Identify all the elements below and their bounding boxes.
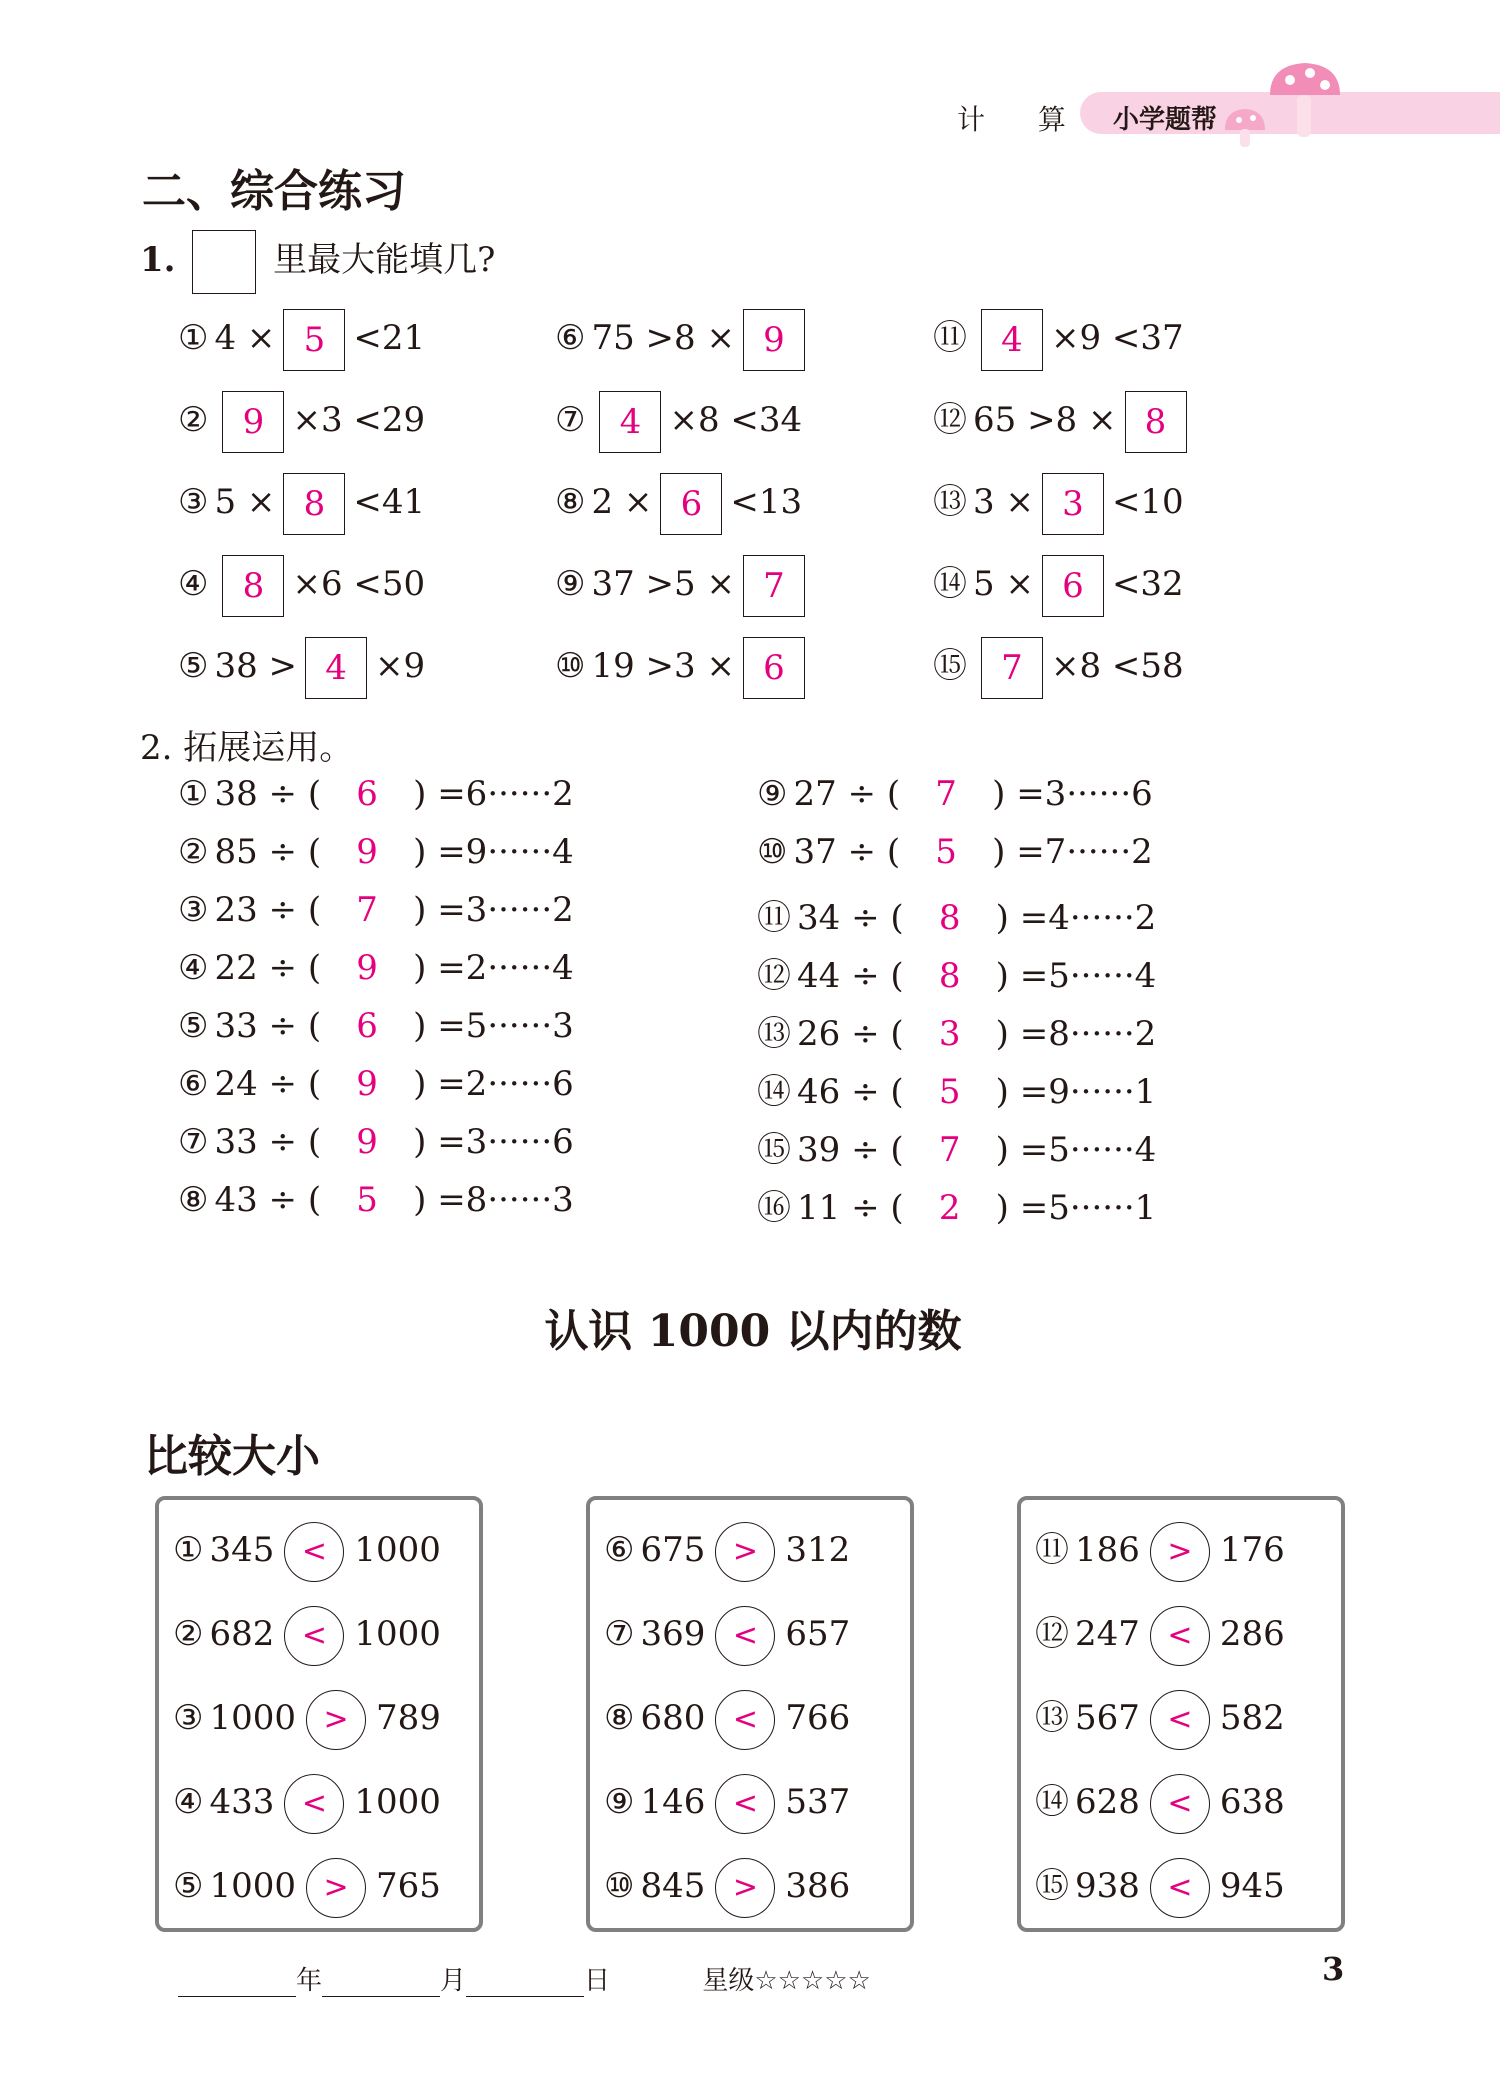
right-number: 766	[785, 1698, 851, 1738]
answer-value: 5	[935, 832, 957, 872]
item-suffix: ×3 <29	[292, 400, 426, 440]
item-number: ⑤	[173, 1866, 204, 1906]
item-result: ) =6······2	[413, 774, 574, 814]
q1-item	[555, 306, 813, 371]
compare-item	[1035, 1690, 1285, 1750]
left-number: 680	[640, 1698, 706, 1738]
q2-item	[757, 832, 1153, 872]
item-prefix: 38 >	[214, 646, 298, 686]
q2-item	[178, 1064, 574, 1104]
item-dividend: 26 ÷ (	[797, 1014, 904, 1054]
answer-value: 9	[356, 1064, 378, 1104]
item-suffix: <21	[353, 318, 426, 358]
answer-circle: <	[1150, 1690, 1210, 1750]
item-prefix: 37 >5 ×	[591, 564, 735, 604]
compare-panel	[1017, 1496, 1345, 1932]
item-number: ⑦	[604, 1614, 635, 1654]
answer-value: 6	[356, 774, 378, 814]
right-number: 1000	[354, 1614, 441, 1654]
item-number: ⑤	[178, 1006, 209, 1046]
item-number: ②	[178, 400, 209, 440]
chapter-title: 认识 1000 以内的数	[544, 1306, 962, 1357]
compare-item	[173, 1774, 441, 1834]
compare-item	[173, 1522, 441, 1582]
answer-value: 6	[356, 1006, 378, 1046]
q2-item	[757, 890, 1156, 939]
compare-item	[1035, 1522, 1285, 1582]
q2-item	[178, 774, 574, 814]
q1-item	[933, 470, 1184, 535]
item-number: ①	[178, 774, 209, 814]
answer-circle: <	[715, 1606, 775, 1666]
answer-box: 6	[743, 637, 805, 699]
answer-value: 9	[356, 832, 378, 872]
page-number: 3	[1322, 1950, 1345, 1988]
compare-item	[1035, 1606, 1285, 1666]
answer-box: 9	[222, 391, 284, 453]
footer-month: 月	[440, 1966, 467, 1996]
item-number: ⑥	[178, 1064, 209, 1104]
item-number: ⑮	[933, 646, 967, 686]
item-number: ④	[173, 1782, 204, 1822]
answer-value: 9	[356, 1122, 378, 1162]
item-suffix: <10	[1111, 482, 1184, 522]
item-dividend: 85 ÷ (	[214, 832, 322, 872]
left-number: 675	[640, 1530, 706, 1570]
item-result: ) =4······2	[995, 898, 1157, 938]
q2-item	[178, 890, 574, 930]
item-number: ⑨	[555, 564, 586, 604]
answer-circle: >	[1150, 1522, 1210, 1582]
answer-box: 6	[660, 473, 722, 535]
answer-box: 4	[305, 637, 367, 699]
item-number: ⑪	[757, 898, 791, 938]
item-result: ) =5······4	[995, 956, 1157, 996]
item-result: ) =9······1	[995, 1072, 1157, 1112]
item-dividend: 33 ÷ (	[214, 1006, 322, 1046]
item-result: ) =9······4	[413, 832, 574, 872]
answer-value: 3	[938, 1014, 961, 1054]
item-suffix: ×9	[375, 646, 426, 686]
q1-item	[933, 306, 1184, 371]
item-number: ⑤	[178, 646, 209, 686]
footer-rating: 星级☆☆☆☆☆	[702, 1966, 871, 1996]
item-dividend: 22 ÷ (	[214, 948, 322, 988]
left-number: 1000	[209, 1866, 297, 1906]
item-dividend: 27 ÷ (	[793, 774, 901, 814]
q2-item	[757, 1064, 1156, 1113]
item-number: ⑥	[555, 318, 586, 358]
item-suffix: <32	[1111, 564, 1184, 604]
item-result: ) =7······2	[992, 832, 1153, 872]
footer-day: 日	[584, 1966, 611, 1996]
compare-panel	[586, 1496, 914, 1932]
item-prefix: 75 >8 ×	[591, 318, 735, 358]
answer-circle: <	[284, 1522, 344, 1582]
item-prefix: 2 ×	[591, 482, 653, 522]
q1-prompt: 里最大能填几?	[273, 240, 496, 280]
item-prefix: 5 ×	[973, 564, 1034, 604]
item-dividend: 11 ÷ (	[797, 1188, 904, 1228]
compare-item	[1035, 1858, 1285, 1918]
answer-box: 7	[981, 637, 1043, 699]
compare-item	[1035, 1774, 1285, 1834]
right-number: 657	[785, 1614, 851, 1654]
right-number: 638	[1219, 1782, 1285, 1822]
left-number: 345	[209, 1530, 275, 1570]
header-subject: 计 算	[957, 103, 1088, 136]
compare-item	[173, 1606, 441, 1666]
answer-box: 5	[283, 309, 345, 371]
compare-item	[604, 1774, 850, 1834]
q1-item	[933, 388, 1195, 453]
answer-box: 6	[1042, 555, 1104, 617]
answer-value: 7	[938, 1130, 961, 1170]
right-number: 537	[785, 1782, 851, 1822]
left-number: 247	[1075, 1614, 1140, 1654]
section-title-compare: 比较大小	[144, 1431, 320, 1482]
right-number: 1000	[354, 1530, 441, 1570]
answer-value: 5	[356, 1180, 378, 1220]
item-result: ) =3······6	[413, 1122, 574, 1162]
item-suffix: ×6 <50	[292, 564, 426, 604]
blank-box-icon	[192, 230, 256, 294]
answer-circle: <	[715, 1774, 775, 1834]
answer-box: 4	[981, 309, 1043, 371]
item-number: ⑭	[933, 564, 967, 604]
left-number: 186	[1075, 1530, 1140, 1570]
item-number: ②	[178, 832, 209, 872]
compare-item	[604, 1606, 850, 1666]
header-brand: 小学题帮	[1113, 105, 1218, 135]
item-number: ④	[178, 948, 209, 988]
item-number: ⑮	[757, 1130, 791, 1170]
item-number: ⑫	[933, 400, 967, 440]
item-number: ⑧	[178, 1180, 209, 1220]
right-number: 789	[376, 1698, 441, 1738]
q2-item	[178, 1180, 574, 1220]
answer-box: 8	[1125, 391, 1187, 453]
q1-heading	[140, 230, 495, 294]
item-dividend: 34 ÷ (	[797, 898, 904, 938]
answer-circle: <	[284, 1774, 344, 1834]
month-blank	[322, 1970, 440, 1997]
item-number: ⑬	[757, 1014, 791, 1054]
answer-value: 9	[356, 948, 378, 988]
item-number: ①	[173, 1530, 204, 1570]
q2-item	[757, 1180, 1156, 1229]
q1-item	[178, 306, 425, 371]
answer-value: 5	[938, 1072, 961, 1112]
q1-item	[933, 634, 1184, 699]
item-number: ⑧	[555, 482, 586, 522]
q2-item	[178, 1006, 574, 1046]
item-suffix: ×8 <58	[1051, 646, 1184, 686]
q1-item	[555, 388, 802, 453]
q1-item	[178, 552, 425, 617]
item-number: ⑭	[1035, 1782, 1069, 1822]
mushroom-icon	[1215, 55, 1345, 150]
q1-item	[178, 470, 425, 535]
item-suffix: ×8 <34	[669, 400, 803, 440]
left-number: 567	[1075, 1698, 1140, 1738]
answer-value: 8	[938, 898, 961, 938]
item-dividend: 46 ÷ (	[797, 1072, 904, 1112]
compare-item	[604, 1690, 850, 1750]
answer-circle: >	[715, 1522, 775, 1582]
item-result: ) =5······1	[995, 1188, 1157, 1228]
compare-item	[173, 1858, 441, 1918]
footer	[178, 1960, 871, 1997]
item-dividend: 37 ÷ (	[793, 832, 901, 872]
compare-item	[604, 1858, 850, 1918]
left-number: 146	[640, 1782, 706, 1822]
item-number: ⑪	[933, 318, 967, 358]
item-number: ⑫	[757, 956, 791, 996]
item-number: ⑩	[757, 832, 788, 872]
q1-item	[555, 634, 813, 699]
item-number: ⑬	[933, 482, 967, 522]
answer-box: 4	[599, 391, 661, 453]
item-number: ⑪	[1035, 1530, 1069, 1570]
answer-box: 9	[743, 309, 805, 371]
answer-circle: <	[1150, 1858, 1210, 1918]
item-number: ⑨	[757, 774, 788, 814]
year-blank	[178, 1970, 296, 1997]
answer-circle: <	[284, 1606, 344, 1666]
answer-box: 8	[283, 473, 345, 535]
right-number: 312	[785, 1530, 851, 1570]
q2-item	[178, 1122, 574, 1162]
item-suffix: <41	[353, 482, 426, 522]
answer-value: 8	[938, 956, 961, 996]
item-result: ) =3······2	[413, 890, 574, 930]
item-number: ⑮	[1035, 1866, 1069, 1906]
item-suffix: ×9 <37	[1051, 318, 1184, 358]
q2-item	[178, 948, 574, 988]
right-number: 765	[376, 1866, 441, 1906]
item-number: ⑯	[757, 1188, 791, 1228]
answer-circle: <	[715, 1690, 775, 1750]
item-dividend: 39 ÷ (	[797, 1130, 904, 1170]
item-number: ⑥	[604, 1530, 635, 1570]
item-prefix: 5 ×	[214, 482, 276, 522]
item-result: ) =5······3	[413, 1006, 574, 1046]
item-result: ) =2······4	[413, 948, 574, 988]
item-result: ) =8······2	[995, 1014, 1157, 1054]
item-number: ⑩	[555, 646, 586, 686]
item-number: ③	[173, 1698, 204, 1738]
item-prefix: 65 >8 ×	[973, 400, 1117, 440]
item-number: ①	[178, 318, 209, 358]
item-dividend: 38 ÷ (	[214, 774, 322, 814]
answer-circle: <	[1150, 1774, 1210, 1834]
left-number: 682	[209, 1614, 275, 1654]
answer-box: 8	[222, 555, 284, 617]
section-title-practice: 二、综合练习	[142, 166, 406, 217]
left-number: 628	[1075, 1782, 1140, 1822]
item-number: ⑦	[555, 400, 586, 440]
right-number: 386	[785, 1866, 851, 1906]
right-number: 945	[1219, 1866, 1285, 1906]
item-number: ⑫	[1035, 1614, 1069, 1654]
answer-value: 2	[938, 1188, 961, 1228]
item-number: ⑩	[604, 1866, 635, 1906]
item-prefix: 3 ×	[973, 482, 1034, 522]
compare-item	[173, 1690, 441, 1750]
item-number: ④	[178, 564, 209, 604]
q2-item	[757, 1006, 1156, 1055]
item-number: ②	[173, 1614, 204, 1654]
right-number: 176	[1219, 1530, 1285, 1570]
q1-item	[555, 470, 802, 535]
q1-item	[178, 634, 425, 699]
footer-year: 年	[296, 1966, 323, 1996]
item-number: ⑦	[178, 1122, 209, 1162]
left-number: 433	[209, 1782, 275, 1822]
answer-box: 7	[743, 555, 805, 617]
left-number: 845	[640, 1866, 706, 1906]
left-number: 938	[1075, 1866, 1140, 1906]
q2-item	[178, 832, 574, 872]
item-number: ⑬	[1035, 1698, 1069, 1738]
item-dividend: 44 ÷ (	[797, 956, 904, 996]
answer-box: 3	[1042, 473, 1104, 535]
answer-circle: >	[306, 1858, 366, 1918]
compare-item	[604, 1522, 850, 1582]
q2-item	[757, 774, 1153, 814]
q1-item	[933, 552, 1184, 617]
right-number: 286	[1219, 1614, 1285, 1654]
item-suffix: <13	[730, 482, 803, 522]
q1-item	[178, 388, 425, 453]
item-prefix: 19 >3 ×	[591, 646, 735, 686]
left-number: 1000	[209, 1698, 297, 1738]
item-number: ⑭	[757, 1072, 791, 1112]
item-dividend: 24 ÷ (	[214, 1064, 322, 1104]
q2-item	[757, 1122, 1156, 1171]
answer-circle: >	[715, 1858, 775, 1918]
right-number: 1000	[354, 1782, 441, 1822]
item-number: ③	[178, 890, 209, 930]
answer-circle: <	[1150, 1606, 1210, 1666]
item-prefix: 4 ×	[214, 318, 276, 358]
item-number: ③	[178, 482, 209, 522]
item-dividend: 23 ÷ (	[214, 890, 322, 930]
compare-panel	[155, 1496, 483, 1932]
item-result: ) =2······6	[413, 1064, 574, 1104]
q1-number: 1.	[140, 240, 176, 280]
item-dividend: 43 ÷ (	[214, 1180, 322, 1220]
item-result: ) =5······4	[995, 1130, 1157, 1170]
answer-circle: >	[306, 1690, 366, 1750]
day-blank	[466, 1970, 584, 1997]
answer-value: 7	[935, 774, 957, 814]
q2-title: 2. 拓展运用。	[140, 728, 354, 768]
q2-item	[757, 948, 1156, 997]
answer-value: 7	[356, 890, 378, 930]
item-result: ) =8······3	[413, 1180, 574, 1220]
item-result: ) =3······6	[992, 774, 1153, 814]
item-number: ⑨	[604, 1782, 635, 1822]
left-number: 369	[640, 1614, 706, 1654]
item-dividend: 33 ÷ (	[214, 1122, 322, 1162]
q1-item	[555, 552, 813, 617]
right-number: 582	[1219, 1698, 1285, 1738]
item-number: ⑧	[604, 1698, 635, 1738]
